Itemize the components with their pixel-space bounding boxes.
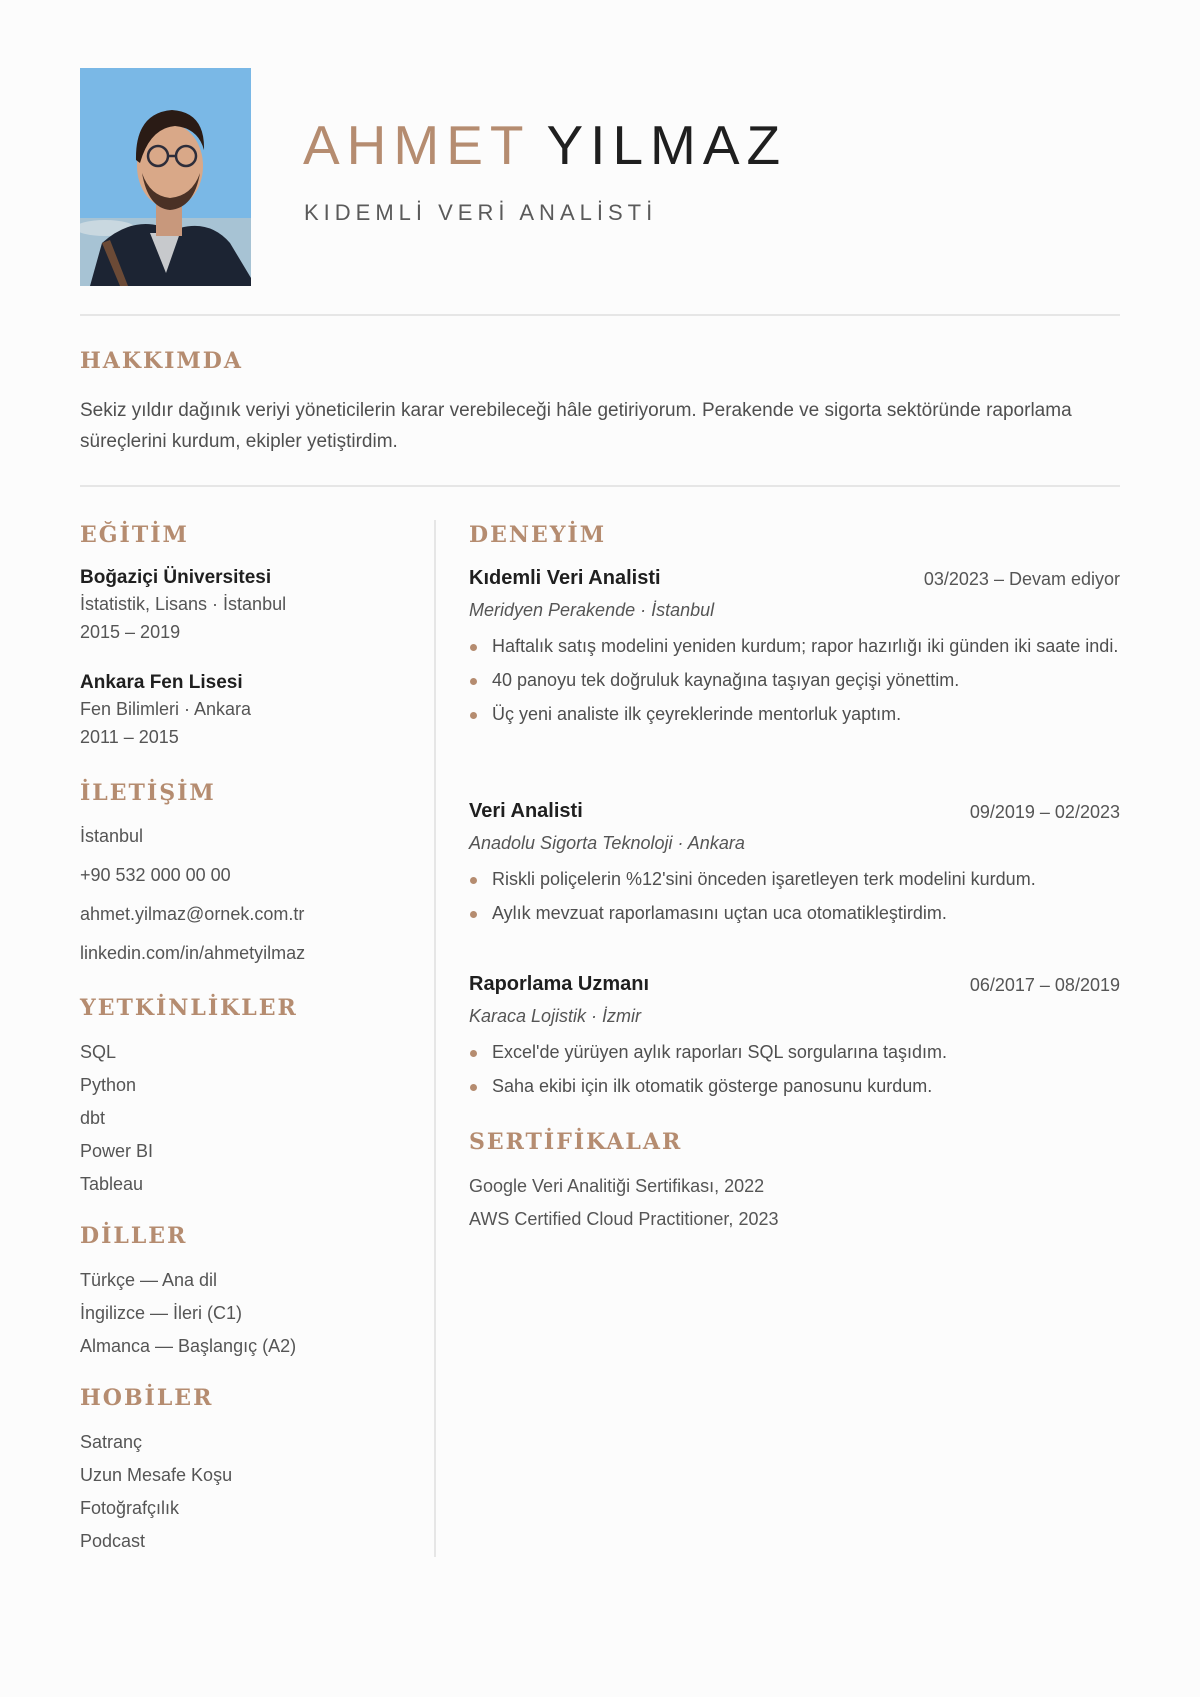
job-entry xyxy=(469,567,1120,735)
job-role: Kıdemli Veri Analisti xyxy=(469,567,661,589)
skill-item: Python xyxy=(80,1075,137,1095)
education-years: 2011 – 2015 xyxy=(80,727,179,747)
languages-list xyxy=(80,1264,420,1363)
first-name: AHMET xyxy=(303,114,531,176)
column-divider xyxy=(434,520,436,1557)
section-heading-contact: İLETİŞİM xyxy=(80,780,216,806)
education-item xyxy=(80,671,420,751)
certifications-list xyxy=(469,1170,1120,1236)
section-heading-languages: DİLLER xyxy=(80,1223,188,1249)
section-heading-certifications: SERTİFİKALAR xyxy=(469,1129,683,1155)
section-heading-about: HAKKIMDA xyxy=(80,348,243,374)
bullet-dot-icon xyxy=(470,877,477,884)
profile-photo xyxy=(80,68,251,286)
bullet-dot-icon xyxy=(470,644,477,651)
language-item: İngilizce — İleri (C1) xyxy=(80,1303,243,1323)
certification-item: Google Veri Analitiği Sertifikası, 2022 xyxy=(469,1176,765,1196)
skills-list xyxy=(80,1036,420,1201)
job-bullet xyxy=(469,633,1120,660)
job-title: KIDEMLİ VERİ ANALİSTİ xyxy=(304,200,658,225)
job-company: Karaca Lojistik · İzmir xyxy=(469,1006,642,1026)
bullet-text: Üç yeni analiste ilk çeyreklerinde mentorluk yaptım. xyxy=(492,704,902,724)
job-bullet xyxy=(469,701,1120,728)
section-heading-education: EĞİTİM xyxy=(80,522,189,548)
skill-item: Tableau xyxy=(80,1174,144,1194)
about-text: Sekiz yıldır dağınık veriyi yöneticilerin karar verebileceği hâle getiriyorum. Perakende ve sigorta sektöründe raporlama süreçlerini kurdum, ekipler yetiştirdim. xyxy=(80,400,1072,452)
bullet-dot-icon xyxy=(470,678,477,685)
job-bullet xyxy=(469,900,1120,927)
bullet-text: Haftalık satış modelini yeniden kurdum; rapor hazırlığı iki günden iki saate indi. xyxy=(492,636,1119,656)
job-bullet xyxy=(469,866,1120,893)
bullet-dot-icon xyxy=(470,1084,477,1091)
skill-item: SQL xyxy=(80,1042,117,1062)
language-item: Almanca — Başlangıç (A2) xyxy=(80,1336,297,1356)
education-detail: İstatistik, Lisans · İstanbul xyxy=(80,594,287,614)
job-company: Meridyen Perakende · İstanbul xyxy=(469,600,715,620)
job-date: 09/2019 – 02/2023 xyxy=(969,802,1120,822)
last-name: YILMAZ xyxy=(546,114,788,176)
job-date: 06/2017 – 08/2019 xyxy=(969,975,1120,995)
bullet-dot-icon xyxy=(470,1050,477,1057)
skill-item: dbt xyxy=(80,1108,106,1128)
education-item xyxy=(80,566,420,646)
job-company: Anadolu Sigorta Teknoloji · Ankara xyxy=(469,833,745,853)
bullet-dot-icon xyxy=(470,712,477,719)
contact-list xyxy=(80,817,420,973)
skill-item: Power BI xyxy=(80,1141,154,1161)
hobbies-list xyxy=(80,1426,420,1558)
section-heading-hobbies: HOBİLER xyxy=(80,1385,214,1411)
divider xyxy=(80,314,1120,316)
language-item: Türkçe — Ana dil xyxy=(80,1270,218,1290)
hobby-item: Satranç xyxy=(80,1432,143,1452)
job-bullet xyxy=(469,1039,1120,1066)
divider xyxy=(80,485,1120,487)
contact-phone[interactable]: +90 532 000 00 00 xyxy=(80,865,231,885)
bullet-dot-icon xyxy=(470,911,477,918)
education-detail: Fen Bilimleri · Ankara xyxy=(80,699,252,719)
section-heading-experience: DENEYİM xyxy=(469,522,607,548)
education-years: 2015 – 2019 xyxy=(80,622,181,642)
job-entry xyxy=(469,973,1120,1107)
school-name: Ankara Fen Lisesi xyxy=(80,672,243,693)
contact-linkedin[interactable]: linkedin.com/in/ahmetyilmaz xyxy=(80,943,306,963)
section-heading-skills: YETKİNLİKLER xyxy=(80,995,298,1021)
hobby-item: Fotoğrafçılık xyxy=(80,1498,180,1518)
hobby-item: Podcast xyxy=(80,1531,146,1551)
contact-location: İstanbul xyxy=(80,826,144,846)
job-date: 03/2023 – Devam ediyor xyxy=(923,569,1120,589)
school-name: Boğaziçi Üniversitesi xyxy=(80,567,272,588)
bullet-text: Saha ekibi için ilk otomatik gösterge panosunu kurdum. xyxy=(492,1076,933,1096)
bullet-text: Riskli poliçelerin %12'sini önceden işaretleyen terk modelini kurdum. xyxy=(492,869,1036,889)
job-bullet xyxy=(469,1073,1120,1100)
bullet-text: 40 panoyu tek doğruluk kaynağına taşıyan geçişi yönettim. xyxy=(492,670,960,690)
contact-email[interactable]: ahmet.yilmaz@ornek.com.tr xyxy=(80,904,305,924)
job-bullet xyxy=(469,667,1120,694)
job-role: Raporlama Uzmanı xyxy=(469,973,650,995)
full-name xyxy=(303,114,788,176)
bullet-text: Aylık mevzuat raporlamasını uçtan uca otomatikleştirdim. xyxy=(492,903,947,923)
bullet-text: Excel'de yürüyen aylık raporları SQL sorgularına taşıdım. xyxy=(492,1042,947,1062)
certification-item: AWS Certified Cloud Practitioner, 2023 xyxy=(469,1209,779,1229)
hobby-item: Uzun Mesafe Koşu xyxy=(80,1465,233,1485)
job-entry xyxy=(469,800,1120,934)
job-role: Veri Analisti xyxy=(469,800,583,822)
